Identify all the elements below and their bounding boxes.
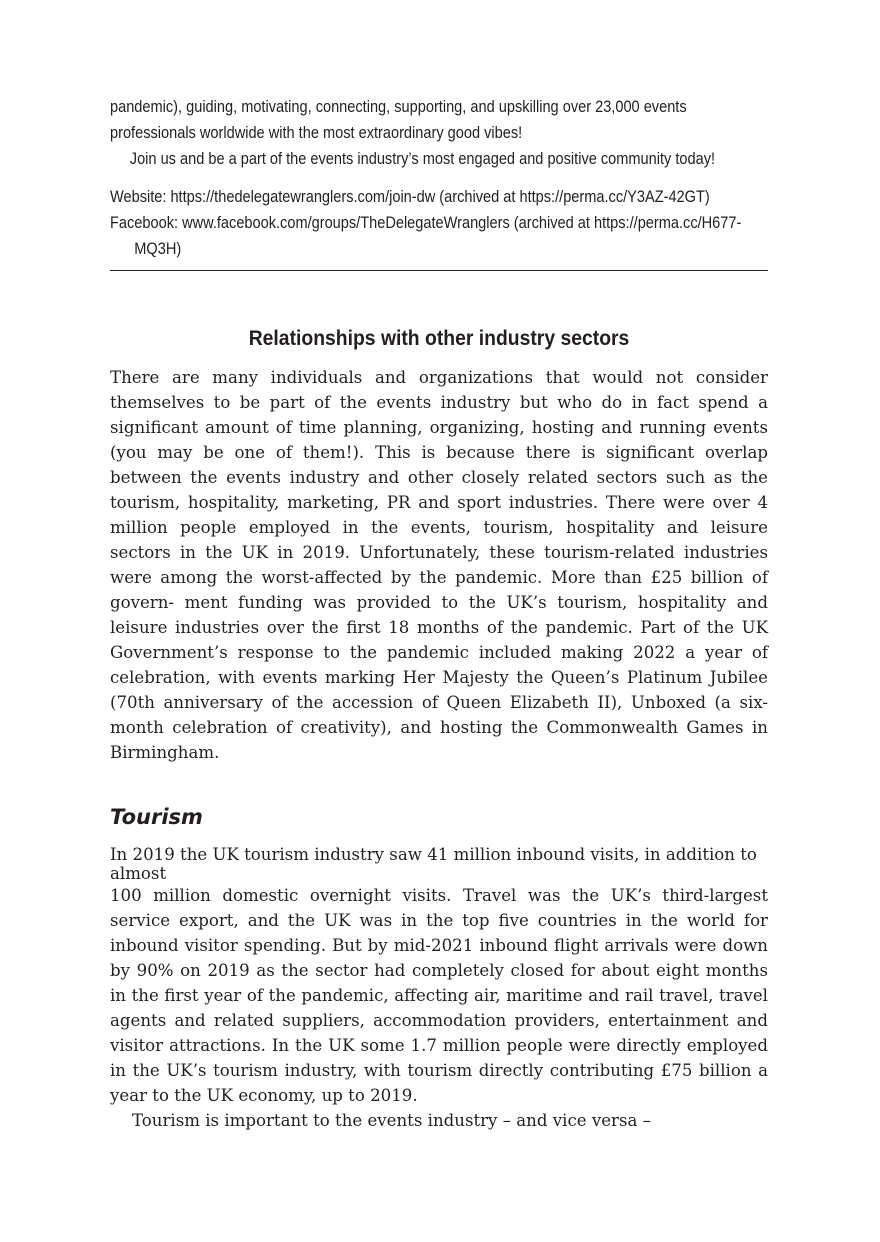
tourism-heading: Tourism xyxy=(110,805,203,829)
website-link[interactable]: Website: https://thedelegatewranglers.com/join-dw (archived at https://perma.cc/Y3AZ-42GT) xyxy=(110,188,710,206)
info-box xyxy=(110,94,768,262)
tourism-lead: In 2019 the UK tourism industry saw 41 million inbound visits, in addition to almost xyxy=(110,845,757,883)
box-continuation: pandemic), guiding, motivating, connecting, supporting, and upskilling over 23,000 events professionals worldwide with the most extraordinary good vibes! xyxy=(110,98,687,142)
facebook-link[interactable]: Facebook: www.facebook.com/groups/TheDelegateWranglers (archived at https://perma.cc/H677-MQ3H) xyxy=(110,214,742,258)
tourism-paragraph: 100 million domestic overnight visits. Travel was the UK’s third-largest service export, and the UK was in the top five countries in the world for inbound visitor spending. But by mid-2021 inbound flight arrivals were down by 90% on 2019 as the sector had completely closed for about eight months in the first year of the pandemic, affecting air, maritime and rail travel, travel agents and related suppliers, accommodation providers, entertainment and visitor attractions. In the UK some 1.7 million people were directly employed in the UK’s tourism industry, with tourism directly contributing £75 billion a year to the UK economy, up to 2019. xyxy=(110,886,768,1105)
box-invite: Join us and be a part of the events industry’s most engaged and positive community today! xyxy=(129,150,716,168)
page xyxy=(110,94,768,1133)
section-paragraph: There are many individuals and organizations that would not consider themselves to be part of the events industry but who do in fact spend a significant amount of time planning, organizing, hosting and running events (you may be one of them!). This is because there is significant overlap between the events industry and other closely related sectors such as the tourism, hospitality, marketing, PR and sport industries. There were over 4 million people employed in the events, tourism, hospitality and leisure sectors in the UK in 2019. Unfortunately, these tourism-related industries were among the worst-affected by the pandemic. More than £25 billion of govern- ment funding was provided to the UK’s tourism, hospitality and leisure industries over the first 18 months of the pandemic. Part of the UK Government’s response to the pandemic included making 2022 a year of celebration, with events marking Her Majesty the Queen’s Platinum Jubilee (70th anniversary of the accession of Queen Elizabeth II), Unboxed (a six-month celebration of creativity), and hosting the Commonwealth Games in Birmingham. xyxy=(110,368,768,762)
box-divider xyxy=(110,270,768,271)
tourism-next-paragraph: Tourism is important to the events industry – and vice versa – xyxy=(132,1111,651,1130)
section-heading: Relationships with other industry sectors xyxy=(248,326,630,350)
box-links xyxy=(110,184,768,262)
